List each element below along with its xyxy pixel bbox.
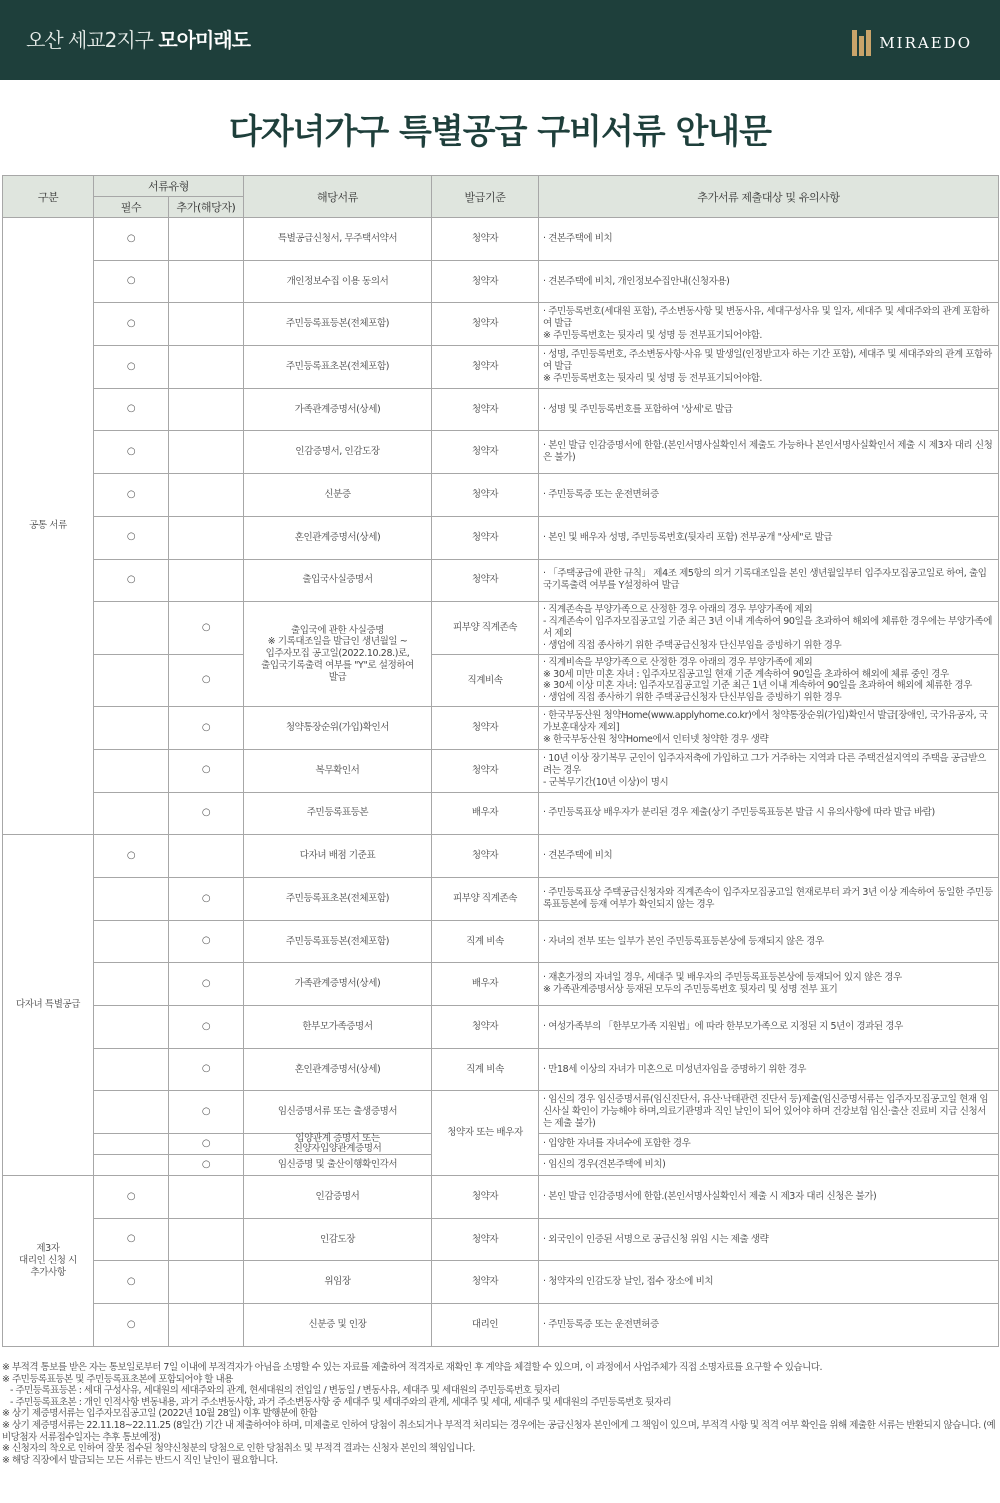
issue-basis: 청약자: [432, 1006, 539, 1049]
required-mark: [94, 792, 169, 835]
additional-mark: [169, 516, 244, 559]
document-name: 혼인관계증명서(상세): [244, 516, 432, 559]
issue-basis: 배우자: [432, 792, 539, 835]
table-row: [3, 749, 999, 792]
issue-basis: 직계 비속: [432, 1048, 539, 1091]
document-name: 출입국에 관한 사실증명 ※ 기록대조일을 발급인 생년월일 ~ 입주자모집 공고일(2022.10.28.)로, 출입국기록출력 여부를 "Y"로 설정하여 발급: [244, 602, 432, 707]
document-note: · 임신의 경우(견본주택에 비치): [539, 1155, 999, 1176]
document-note: · 주민등록표상 주택공급신청자와 직계존속이 입주자모집공고일 현재로부터 과거 3년 이상 계속하여 동일한 주민등록표등본에 등재 여부가 확인되지 않는 경우: [539, 877, 999, 920]
additional-mark: ○: [169, 1091, 244, 1134]
document-note: · 직계비속을 부양가족으로 산정한 경우 아래의 경우 부양가족에 제외 ※ 30세 미만 미혼 자녀 : 입주자모집공고일 현재 기준 계속하여 90일을 초과하여 해외에 체류 중인 경우 ※ 30세 이상 미혼 자녀: 입주자모집공고일 기준 최근 1년 이내 계속하여 90일을 초과하여 해외에 체류한 경우 · 생업에 직접 종사하기 위한 주택공급신청자 단신부임을 증빙하기 위한 경우: [539, 654, 999, 707]
document-note: · 임신의 경우 임신증명서류(임신진단서, 유산·낙태관련 진단서 등)제출(임신증명서류는 입주자모집공고일 현재 임신사실 확인이 가능해야 하며,의료기관명과 직인 날인이 되어 있어야 하며 건강보험 임신·출산 진료비 지급 신청서는 제출 불가): [539, 1091, 999, 1134]
issue-basis: 피부양 직계존속: [432, 877, 539, 920]
additional-mark: [169, 559, 244, 602]
table-row: [3, 260, 999, 303]
document-note: · 주민등록증 또는 운전면허증: [539, 474, 999, 517]
table-row: [3, 602, 999, 655]
table-row: [3, 792, 999, 835]
document-note: · 견본주택에 비치, 개인정보수집안내(신청자용): [539, 260, 999, 303]
documents-table: [2, 175, 999, 1347]
additional-mark: [169, 431, 244, 474]
document-note: · 외국인이 인증된 서명으로 공급신청 위임 시는 제출 생략: [539, 1218, 999, 1261]
additional-mark: [169, 1304, 244, 1347]
table-row: [3, 877, 999, 920]
document-note: · 만18세 이상의 자녀가 미혼으로 미성년자임을 증명하기 위한 경우: [539, 1048, 999, 1091]
document-name: 임신증명 및 출산이행확인각서: [244, 1155, 432, 1176]
issue-basis: 청약자: [432, 218, 539, 261]
table-row: [3, 431, 999, 474]
issue-basis: 청약자: [432, 707, 539, 750]
document-name: 개인정보수집 이용 동의서: [244, 260, 432, 303]
document-name: 복무확인서: [244, 749, 432, 792]
header-required: 필수: [94, 197, 169, 218]
additional-mark: ○: [169, 792, 244, 835]
header-notes: 추가서류 제출대상 및 유의사항: [539, 176, 999, 218]
issue-basis: 청약자: [432, 749, 539, 792]
document-name: 특별공급신청서, 무주택서약서: [244, 218, 432, 261]
additional-mark: ○: [169, 963, 244, 1006]
document-name: 임신증명서류 또는 출생증명서: [244, 1091, 432, 1134]
footnote: ※ 부적격 통보를 받은 자는 통보일로부터 7일 이내에 부적격자가 아님을 소명할 수 있는 자료를 제출하여 적격자로 재확인 후 계약을 체결할 수 있으며, 이 과정에서 사업주체가 직접 소명자료를 요구할 수 있습니다.: [2, 1362, 822, 1373]
additional-mark: ○: [169, 749, 244, 792]
footnote: ※ 해당 직장에서 발급되는 모든 서류는 반드시 직인 날인이 필요합니다.: [2, 1454, 278, 1466]
required-mark: ○: [94, 1261, 169, 1304]
required-mark: ○: [94, 1176, 169, 1219]
required-mark: ○: [94, 388, 169, 431]
additional-mark: ○: [169, 707, 244, 750]
document-note: · 성명, 주민등록번호, 주소변동사항·사유 및 발생일(인정받고자 하는 기간 포함), 세대주 및 세대주와의 관계 포함하여 발급 ※ 주민등록번호는 뒷자리 및 성명 등 전부표기되어야함.: [539, 346, 999, 389]
required-mark: ○: [94, 346, 169, 389]
document-note: · 주민등록번호(세대원 포함), 주소변동사항 및 변동사유, 세대구성사유 및 일자, 세대주 및 세대주와의 관계 포함하여 발급 ※ 주민등록번호는 뒷자리 및 성명 등 전부표기되어야함.: [539, 303, 999, 346]
footnote: - 주민등록표초본 : 개인 인적사항 변동내용, 과거 주소변동사항, 과거 주소변동사항 중 세대주 및 세대주와의 관계, 세대주 및 세대, 세대주 및 세대원의 주민등록번호 뒷자리: [10, 1396, 672, 1408]
document-name: 한부모가족증명서: [244, 1006, 432, 1049]
additional-mark: [169, 474, 244, 517]
required-mark: ○: [94, 260, 169, 303]
issue-basis: 청약자: [432, 346, 539, 389]
document-name: 주민등록표초본(전체포함): [244, 877, 432, 920]
document-name: 입양관계 증명서 또는 친양자입양관계증명서: [244, 1134, 432, 1155]
additional-mark: ○: [169, 602, 244, 655]
header-doc-type: 서류유형: [94, 176, 244, 197]
table-row: [3, 1218, 999, 1261]
document-note: · 「주택공급에 관한 규칙」 제4조 제5항의 의거 기록대조일을 본인 생년월일부터 입주자모집공고일로 하여, 출입국기록출력 여부를 Y설정하여 발급: [539, 559, 999, 602]
issue-basis: 배우자: [432, 963, 539, 1006]
additional-mark: [169, 303, 244, 346]
document-name: 인감도장: [244, 1218, 432, 1261]
required-mark: [94, 1006, 169, 1049]
section-common: 공통 서류: [3, 218, 94, 835]
required-mark: ○: [94, 516, 169, 559]
footnote: ※ 주민등록표등본 및 주민등록표초본에 포함되어야 할 내용: [2, 1373, 233, 1385]
document-note: · 자녀의 전부 또는 일부가 본인 주민등록표등본상에 등재되지 않은 경우: [539, 920, 999, 963]
required-mark: ○: [94, 218, 169, 261]
issue-basis: 청약자: [432, 431, 539, 474]
issue-basis: 청약자: [432, 835, 539, 878]
document-note: · 주민등록증 또는 운전면허증: [539, 1304, 999, 1347]
document-note: · 여성가족부의 「한부모가족 지원법」에 따라 한부모가족으로 지정된 지 5년이 경과된 경우: [539, 1006, 999, 1049]
additional-mark: ○: [169, 1155, 244, 1176]
issue-basis: 직계 비속: [432, 920, 539, 963]
logo-text: MIRAEDO: [879, 34, 972, 52]
table-row: [3, 654, 999, 707]
issue-basis: 청약자: [432, 1176, 539, 1219]
document-name: 주민등록표등본: [244, 792, 432, 835]
additional-mark: [169, 388, 244, 431]
additional-mark: [169, 218, 244, 261]
header-issue-basis: 발급기준: [432, 176, 539, 218]
required-mark: [94, 877, 169, 920]
table-row: [3, 835, 999, 878]
required-mark: [94, 1091, 169, 1134]
table-row: [3, 474, 999, 517]
additional-mark: [169, 1218, 244, 1261]
additional-mark: [169, 260, 244, 303]
additional-mark: ○: [169, 920, 244, 963]
table-row: [3, 920, 999, 963]
document-name: 주민등록표등본(전체포함): [244, 920, 432, 963]
document-note: · 본인 발급 인감증명서에 한함.(본인서명사실확인서 제출 시 제3자 대리 신청은 불가): [539, 1176, 999, 1219]
table-row: [3, 388, 999, 431]
required-mark: ○: [94, 1304, 169, 1347]
footnote: - 주민등록표등본 : 세대 구성사유, 세대원의 세대주와의 관계, 현세대원의 전입일 / 변동일 / 변동사유, 세대주 및 세대원의 주민등록번호 뒷자리: [10, 1385, 560, 1397]
issue-basis: 청약자: [432, 1218, 539, 1261]
section-multi-child: 다자녀 특별공급: [3, 835, 94, 1176]
issue-basis: 청약자: [432, 559, 539, 602]
additional-mark: [169, 835, 244, 878]
document-name: 가족관계증명서(상세): [244, 388, 432, 431]
additional-mark: ○: [169, 1006, 244, 1049]
additional-mark: ○: [169, 1048, 244, 1091]
required-mark: ○: [94, 559, 169, 602]
table-row: [3, 303, 999, 346]
additional-mark: [169, 346, 244, 389]
document-name: 주민등록표초본(전체포함): [244, 346, 432, 389]
document-note: · 성명 및 주민등록번호를 포함하여 '상세'로 발급: [539, 388, 999, 431]
footnote: ※ 신청자의 착오로 인하여 잘못 접수된 청약신청분의 당첨으로 인한 당첨취소 및 부적격 결과는 신청자 본인의 책임입니다.: [2, 1443, 475, 1455]
document-note: · 입양한 자녀를 자녀수에 포함한 경우: [539, 1134, 999, 1155]
required-mark: ○: [94, 474, 169, 517]
required-mark: ○: [94, 1218, 169, 1261]
footnotes: [2, 1362, 998, 1466]
document-name: 위임장: [244, 1261, 432, 1304]
document-note: · 본인 발급 인감증명서에 한함.(본인서명사실확인서 제출도 가능하나 본인서명사실확인서 제출 시 제3자 대리 신청은 불가): [539, 431, 999, 474]
table-row: [3, 707, 999, 750]
issue-basis: 청약자: [432, 388, 539, 431]
additional-mark: [169, 1176, 244, 1219]
document-note: · 견본주택에 비치: [539, 218, 999, 261]
table-row: [3, 1304, 999, 1347]
table-row: [3, 963, 999, 1006]
additional-mark: ○: [169, 654, 244, 707]
document-note: · 견본주택에 비치: [539, 835, 999, 878]
document-name: 청약통장순위(가입)확인서: [244, 707, 432, 750]
document-name: 다자녀 배점 기준표: [244, 835, 432, 878]
issue-basis: 대리인: [432, 1304, 539, 1347]
issue-basis: 청약자: [432, 303, 539, 346]
required-mark: [94, 1134, 169, 1155]
document-note: · 한국부동산원 청약Home(www.applyhome.co.kr)에서 청약통장순위(가입)확인서 발급[장애인, 국가유공자, 국가보훈대상자 제외] ※ 한국부동산원 청약Home에서 인터넷 청약한 경우 생략: [539, 707, 999, 750]
required-mark: ○: [94, 303, 169, 346]
issue-basis: 청약자: [432, 516, 539, 559]
document-name: 출입국사실증명서: [244, 559, 432, 602]
table-row: [3, 1176, 999, 1219]
issue-basis: 청약자: [432, 474, 539, 517]
table-row: [3, 559, 999, 602]
miraedo-logo: [852, 30, 972, 56]
project-name: [26, 24, 250, 53]
document-name: 인감증명서: [244, 1176, 432, 1219]
document-note: · 재혼가정의 자녀일 경우, 세대주 및 배우자의 주민등록표등본상에 등재되어 있지 않은 경우 ※ 가족관계증명서상 등재된 모두의 주민등록번호 뒷자리 및 성명 전부 표기: [539, 963, 999, 1006]
page-title: 다자녀가구 특별공급 구비서류 안내문: [228, 112, 771, 152]
required-mark: [94, 1155, 169, 1176]
required-mark: [94, 602, 169, 655]
footnote: ※ 상기 제증명서류는 22.11.18~22.11.25 (8일간) 기간 내 제출하여야 하며, 미제출로 인하여 당첨이 취소되거나 부적격 처리되는 경우에는 공급신청자 본인에게 그 책임이 있으며, 부적격 사항 및 적격 여부 확인을 위해 제출한 서류는 반환되지 않습니다. (예비당첨자 서류접수일자는 추후 통보예정): [2, 1419, 996, 1443]
header-additional: 추가(해당자): [169, 197, 244, 218]
document-note: · 본인 및 배우자 성명, 주민등록번호(뒷자리 포함) 전부공개 "상세"로 발급: [539, 516, 999, 559]
project-brand: 모아미래도: [158, 28, 250, 52]
additional-mark: ○: [169, 1134, 244, 1155]
document-name: 혼인관계증명서(상세): [244, 1048, 432, 1091]
document-note: · 주민등록표상 배우자가 분리된 경우 제출(상기 주민등록표등본 발급 시 유의사항에 따라 발급 바람): [539, 792, 999, 835]
header-category: 구분: [3, 176, 94, 218]
additional-mark: ○: [169, 877, 244, 920]
issue-basis: 청약자 또는 배우자: [432, 1091, 539, 1176]
additional-mark: [169, 1261, 244, 1304]
document-note: · 10년 이상 장기복무 군인이 입주자저축에 가입하고 그가 거주하는 지역과 다른 주택건설지역의 주택을 공급받으려는 경우 - 군복무기간(10년 이상)이 명시: [539, 749, 999, 792]
document-name: 신분증: [244, 474, 432, 517]
document-name: 신분증 및 인장: [244, 1304, 432, 1347]
table-row: [3, 1048, 999, 1091]
required-mark: [94, 654, 169, 707]
issue-basis: 청약자: [432, 260, 539, 303]
logo-mark-icon: [852, 30, 871, 56]
footnote: ※ 상기 제증명서류는 입주자모집공고일 (2022년 10월 28일) 이후 발행분에 한함: [2, 1408, 318, 1420]
table-row: [3, 218, 999, 261]
table-row: [3, 516, 999, 559]
header-banner: [0, 0, 1000, 80]
document-name: 가족관계증명서(상세): [244, 963, 432, 1006]
required-mark: [94, 920, 169, 963]
issue-basis: 청약자: [432, 1261, 539, 1304]
required-mark: ○: [94, 835, 169, 878]
table-row: [3, 346, 999, 389]
issue-basis: 직계비속: [432, 654, 539, 707]
document-name: 주민등록표등본(전체포함): [244, 303, 432, 346]
required-mark: [94, 963, 169, 1006]
issue-basis: 피부양 직계존속: [432, 602, 539, 655]
section-third-party: 제3자 대리인 신청 시 추가사항: [3, 1176, 94, 1347]
project-location: 오산 세교2지구: [26, 28, 159, 52]
document-name: 인감증명서, 인감도장: [244, 431, 432, 474]
document-note: · 청약자의 인감도장 날인, 접수 장소에 비치: [539, 1261, 999, 1304]
required-mark: [94, 1048, 169, 1091]
table-row: [3, 1261, 999, 1304]
header-document: 해당서류: [244, 176, 432, 218]
table-row: [3, 1091, 999, 1134]
required-mark: [94, 707, 169, 750]
required-mark: [94, 749, 169, 792]
document-note: · 직계존속을 부양가족으로 산정한 경우 아래의 경우 부양가족에 제외 - 직계존속이 입주자모집공고일 기준 최근 3년 이내 계속하여 90일을 초과하여 해외에 체류한 경우에는 부양가족에서 제외 · 생업에 직접 종사하기 위한 주택공급신청자 단신부임을 증빙하기 위한 경우: [539, 602, 999, 655]
required-mark: ○: [94, 431, 169, 474]
table-row: [3, 1006, 999, 1049]
